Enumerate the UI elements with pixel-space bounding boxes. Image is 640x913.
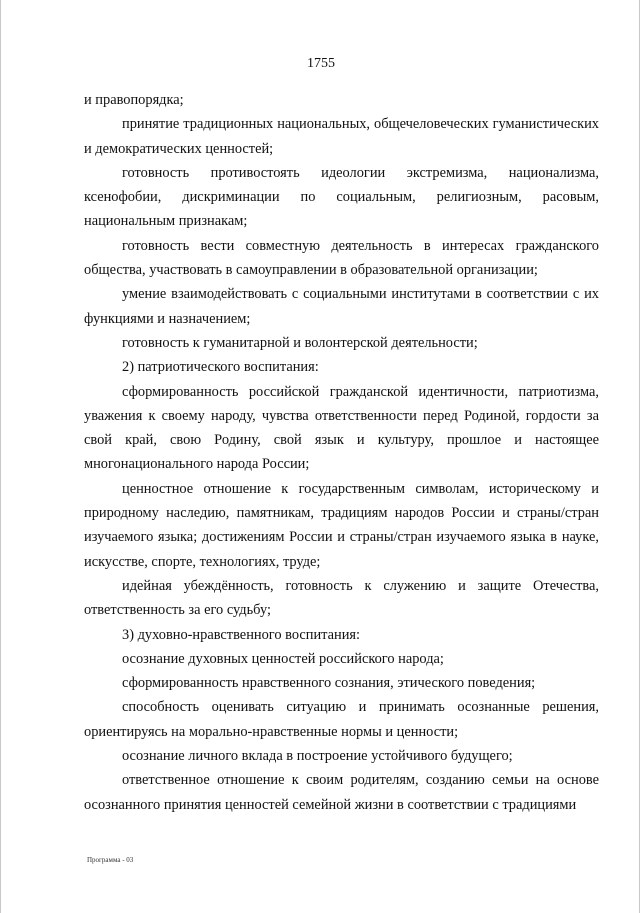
paragraph: сформированность российской гражданской идентичности, патриотизма, уважения к своему народу, чувства ответственности перед Родиной, гордости за свой край, свою Родину, свой язык и культуру, прошлое и настоящее многонационального народа России; (84, 383, 599, 473)
paragraph: сформированность нравственного сознания, этического поведения; (122, 675, 536, 692)
page-number: 1755 (307, 56, 335, 71)
paragraph: и правопорядка; (84, 92, 184, 108)
paragraph: способность оценивать ситуацию и принимать осознанные решения, ориентируясь на морально-нравственные нормы и ценности; (84, 699, 599, 740)
paragraph: осознание личного вклада в построение устойчивого будущего; (122, 748, 513, 765)
document-body (84, 88, 599, 817)
paragraph: готовность вести совместную деятельность в интересах гражданского общества, участвовать в самоуправлении в образовательной организации; (84, 237, 599, 279)
paragraph: умение взаимодействовать с социальными институтами в соответствии с их функциями и назначением; (84, 286, 599, 327)
paragraph: принятие традиционных национальных, общечеловеческих гуманистических и демократических ценностей; (84, 116, 599, 157)
paragraph: осознание духовных ценностей российского народа; (122, 650, 444, 667)
page-footer: Программа - 03 (87, 856, 134, 864)
paragraph: идейная убеждённость, готовность к служению и защите Отечества, ответственность за его судьбу; (84, 577, 599, 619)
section-heading: 3) духовно-нравственного воспитания: (122, 626, 361, 643)
paragraph: ценностное отношение к государственным символам, историческому и природному наследию, памятникам, традициям народов России и страны/стран изучаемого языка; достижениям России и страны/стран изучаемого языка в науке, искусстве, спорте, технологиях, труде; (84, 480, 599, 570)
paragraph: готовность противостоять идеологии экстремизма, национализма, ксенофобии, дискриминации по социальным, религиозным, расовым, национальным признакам; (84, 164, 599, 230)
section-heading: 2) патриотического воспитания: (122, 359, 319, 376)
paragraph: готовность к гуманитарной и волонтерской деятельности; (122, 334, 478, 351)
paragraph: ответственное отношение к своим родителям, созданию семьи на основе осознанного принятия ценностей семейной жизни в соответствии с традициями (84, 772, 599, 813)
